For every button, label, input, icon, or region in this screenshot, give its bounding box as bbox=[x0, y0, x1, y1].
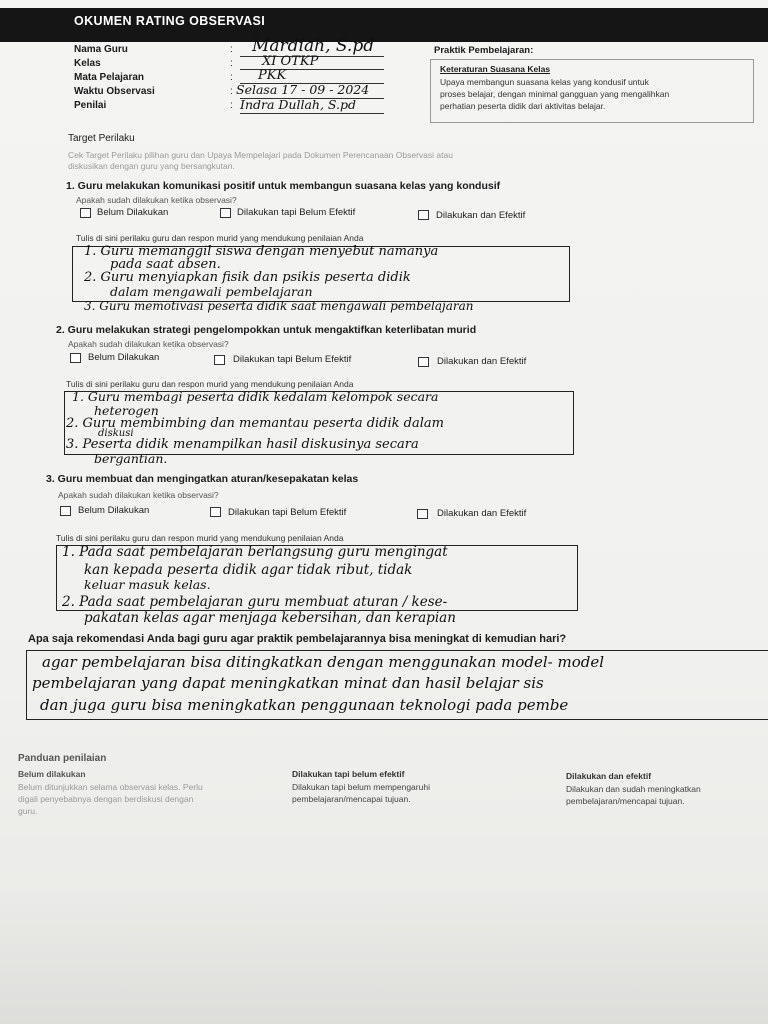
q2-checkbox-belum[interactable] bbox=[70, 353, 81, 363]
q2-answer-line: 3. Peserta didik menampilkan hasil diskusinya secara bbox=[66, 437, 419, 452]
guide-heading: Panduan penilaian bbox=[18, 753, 107, 764]
guide-col-text: pembelajaran/mencapai tujuan. bbox=[566, 796, 685, 806]
recommendation-answer-line: pembelajaran yang dapat meningkatkan minat dan hasil belajar sis bbox=[32, 674, 544, 692]
target-heading: Target Perilaku bbox=[68, 133, 135, 144]
value-nama-guru: Mardiah, S.pd bbox=[252, 36, 375, 56]
colon: : bbox=[230, 44, 233, 55]
recommendation-answer-line: dan juga guru bisa meningkatkan penggunaan teknologi pada pembe bbox=[40, 696, 569, 714]
q1-checkbox-belum-efektif[interactable] bbox=[220, 208, 231, 218]
guide-col-title: Belum dilakukan bbox=[18, 769, 86, 779]
guide-col-text: digali penyebabnya dengan berdiskusi dengan bbox=[18, 794, 194, 804]
question-2-prompt: Tulis di sini perilaku guru dan respon murid yang mendukung penilaian Anda bbox=[66, 379, 354, 389]
question-1-title: 1. Guru melakukan komunikasi positif untuk membangun suasana kelas yang kondusif bbox=[66, 180, 501, 192]
q3-answer-line: kan kepada peserta didik agar tidak ribut, tidak bbox=[84, 562, 413, 578]
q3-answer-line: pakatan kelas agar menjaga kebersihan, dan kerapian bbox=[84, 610, 456, 626]
colon: : bbox=[230, 86, 233, 97]
target-desc: Cek Target Perilaku pilihan guru dan Upaya Mempelajari pada Dokumen Perencanaan Observasi atau bbox=[68, 150, 453, 160]
q2-checkbox-belum-efektif[interactable] bbox=[214, 355, 225, 365]
q1-option-label: Dilakukan dan Efektif bbox=[436, 210, 526, 221]
q2-checkbox-efektif[interactable] bbox=[418, 357, 429, 367]
label-waktu-observasi: Waktu Observasi bbox=[74, 86, 155, 97]
guide-col-text: guru. bbox=[18, 806, 38, 816]
q3-answer-line: keluar masuk kelas. bbox=[84, 577, 211, 592]
value-waktu-observasi: Selasa 17 - 09 - 2024 bbox=[236, 82, 370, 97]
q3-checkbox-belum-efektif[interactable] bbox=[210, 507, 221, 517]
question-1-ask: Apakah sudah dilakukan ketika observasi? bbox=[76, 195, 237, 205]
guide-col-text: pembelajaran/mencapai tujuan. bbox=[292, 794, 411, 804]
question-3-ask: Apakah sudah dilakukan ketika observasi? bbox=[58, 490, 219, 500]
colon: : bbox=[230, 58, 233, 69]
q3-answer-line: 2. Pada saat pembelajaran guru membuat aturan / kese- bbox=[62, 594, 448, 610]
q2-answer-line: bergantian. bbox=[94, 451, 168, 466]
question-2-ask: Apakah sudah dilakukan ketika observasi? bbox=[68, 339, 229, 349]
value-kelas: XI OTKP bbox=[262, 54, 319, 69]
q1-option-label: Belum Dilakukan bbox=[97, 207, 169, 218]
guide-col-text: Dilakukan dan sudah meningkatkan bbox=[566, 784, 701, 794]
label-mata-pelajaran: Mata Pelajaran bbox=[74, 72, 145, 83]
praktik-desc: Upaya membangun suasana kelas yang kondusif untuk bbox=[440, 77, 649, 87]
document-title: OKUMEN RATING OBSERVASI bbox=[74, 14, 266, 28]
praktik-heading: Praktik Pembelajaran: bbox=[434, 45, 534, 56]
q2-option-label: Belum Dilakukan bbox=[88, 352, 160, 363]
q3-option-label: Dilakukan tapi Belum Efektif bbox=[228, 507, 347, 518]
q1-answer-line: 3. Guru memotivasi peserta didik saat mengawali pembelajaran bbox=[84, 299, 474, 313]
q1-checkbox-efektif[interactable] bbox=[418, 210, 429, 220]
q2-answer-line: 1. Guru membagi peserta didik kedalam kelompok secara bbox=[72, 389, 439, 404]
guide-col-title: Dilakukan dan efektif bbox=[566, 771, 652, 781]
guide-col-text: Belum ditunjukkan selama observasi kelas. Perlu bbox=[18, 782, 203, 792]
q1-answer-line: 1. Guru memanggil siswa dengan menyebut namanya bbox=[84, 244, 439, 259]
q1-answer-line: 2. Guru menyiapkan fisik dan psikis peserta didik bbox=[84, 270, 411, 285]
q3-checkbox-belum[interactable] bbox=[60, 506, 71, 516]
q3-checkbox-efektif[interactable] bbox=[417, 509, 428, 519]
guide-col-text: Dilakukan tapi belum mempengaruhi bbox=[292, 782, 430, 792]
praktik-desc: perhatian peserta didik dari aktivitas belajar. bbox=[440, 101, 606, 111]
q2-answer-line: heterogen bbox=[94, 403, 159, 418]
q1-option-label: Dilakukan tapi Belum Efektif bbox=[237, 207, 356, 218]
praktik-desc: proses belajar, dengan minimal gangguan yang mengalihkan bbox=[440, 89, 670, 99]
question-3-title: 3. Guru membuat dan mengingatkan aturan/kesepakatan kelas bbox=[46, 473, 359, 485]
recommendation-answer-line: agar pembelajaran bisa ditingkatkan dengan menggunakan model- model bbox=[42, 653, 605, 671]
question-1-prompt: Tulis di sini perilaku guru dan respon murid yang mendukung penilaian Anda bbox=[76, 233, 364, 243]
value-penilai: Indra Dullah, S.pd bbox=[240, 97, 357, 112]
question-3-prompt: Tulis di sini perilaku guru dan respon murid yang mendukung penilaian Anda bbox=[56, 533, 344, 543]
praktik-subheading: Keteraturan Suasana Kelas bbox=[440, 64, 551, 74]
q1-answer-line: dalam mengawali pembelajaran bbox=[110, 284, 313, 299]
label-penilai: Penilai bbox=[74, 100, 107, 111]
value-mata-pelajaran: PKK bbox=[258, 68, 287, 83]
colon: : bbox=[230, 100, 233, 111]
question-2-title: 2. Guru melakukan strategi pengelompokkan untuk mengaktifkan keterlibatan murid bbox=[56, 324, 477, 336]
q2-option-label: Dilakukan dan Efektif bbox=[437, 356, 527, 367]
q1-checkbox-belum[interactable] bbox=[80, 208, 91, 218]
q3-option-label: Belum Dilakukan bbox=[78, 505, 150, 516]
guide-col-title: Dilakukan tapi belum efektif bbox=[292, 769, 405, 779]
q3-answer-line: 1. Pada saat pembelajaran berlangsung guru mengingat bbox=[62, 544, 448, 560]
q1-answer-line: pada saat absen. bbox=[110, 257, 221, 272]
q2-answer-line: 2. Guru membimbing dan memantau peserta didik dalam bbox=[66, 416, 444, 431]
q2-answer-line: diskusi bbox=[98, 428, 134, 439]
colon: : bbox=[230, 72, 233, 83]
page-shadow bbox=[0, 880, 768, 1024]
target-desc: diskusikan dengan guru yang bersangkutan. bbox=[68, 161, 235, 171]
label-nama-guru: Nama Guru bbox=[74, 44, 128, 55]
q2-option-label: Dilakukan tapi Belum Efektif bbox=[233, 354, 352, 365]
label-kelas: Kelas bbox=[74, 58, 101, 69]
q3-option-label: Dilakukan dan Efektif bbox=[437, 508, 527, 519]
recommendation-question: Apa saja rekomendasi Anda bagi guru agar praktik pembelajarannya bisa meningkat di kemudian hari? bbox=[28, 633, 567, 645]
